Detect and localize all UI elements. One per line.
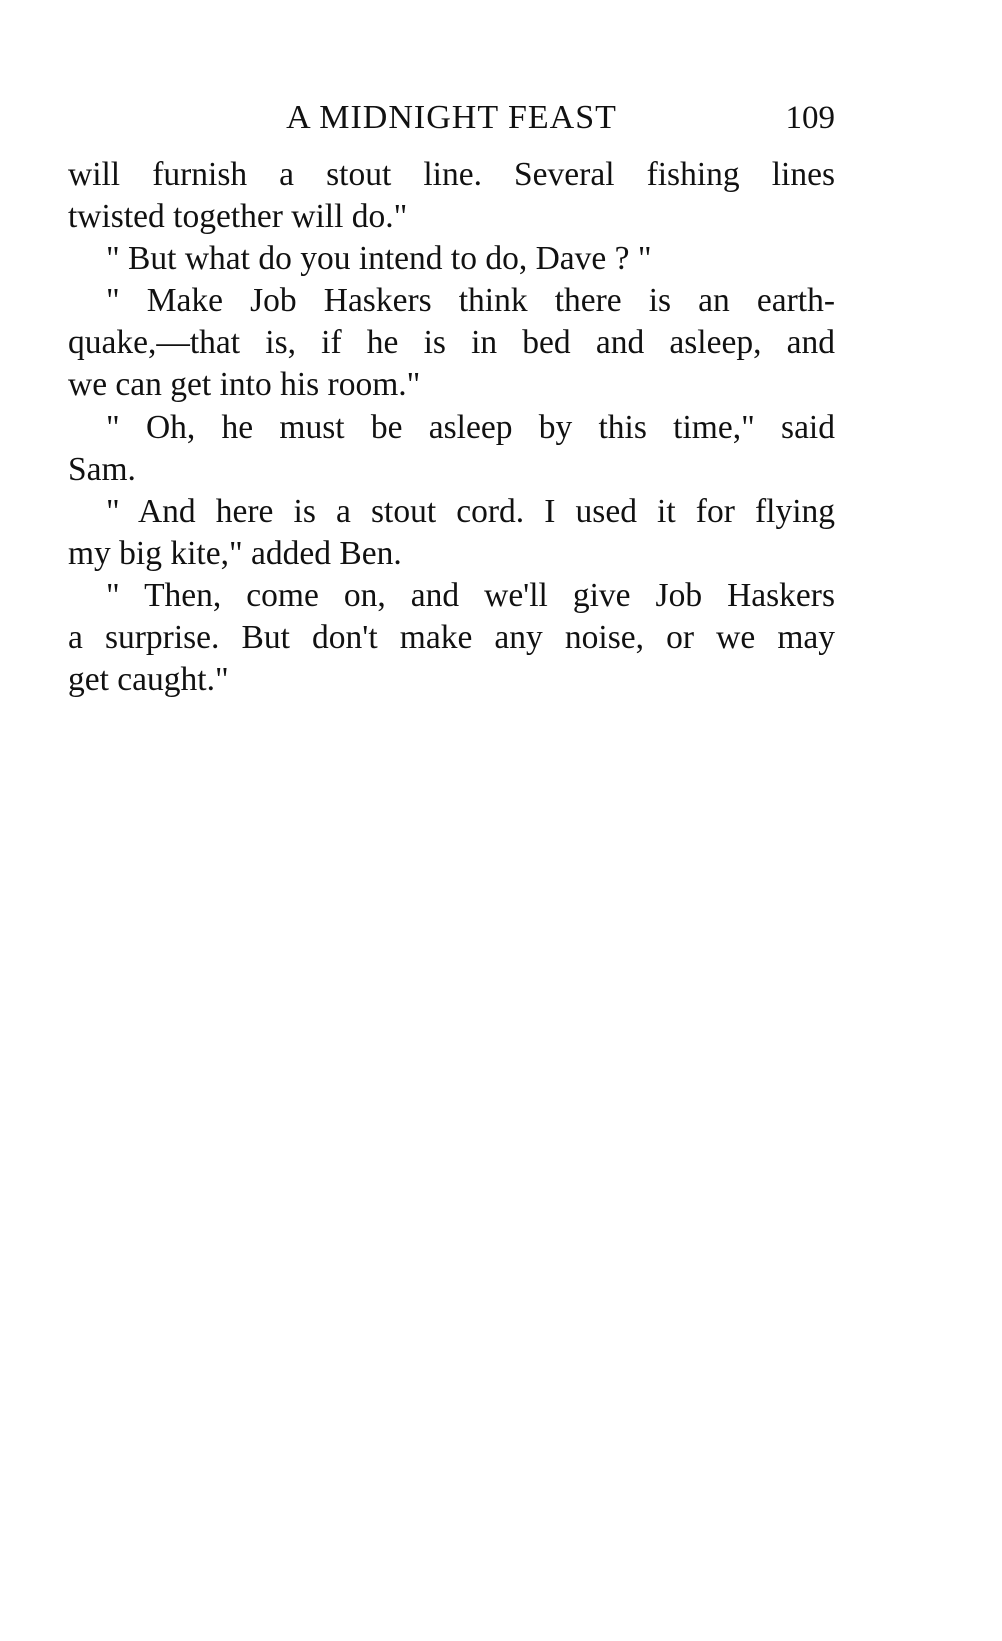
text-line: " Oh, he must be asleep by this time," said: [106, 408, 835, 446]
text-line: will furnish a stout line. Several fishing lines: [68, 156, 835, 193]
text-line: Sam.: [68, 450, 136, 488]
running-title: A MIDNIGHT FEAST: [286, 99, 617, 136]
text-line: a surprise. But don't make any noise, or we may: [68, 619, 835, 657]
text-line: get caught.": [68, 661, 229, 699]
text-line: " But what do you intend to do, Dave ? ": [106, 240, 652, 278]
text-line: " And here is a stout cord. I used it for flying: [106, 492, 835, 530]
running-head: [68, 92, 835, 144]
text-line: we can get into his room.": [68, 366, 421, 404]
text-line: " Then, come on, and we'll give Job Haskers: [106, 576, 835, 614]
text-line: quake,—that is, if he is in bed and asleep, and: [68, 324, 835, 362]
text-line: twisted together will do.": [68, 198, 408, 236]
text-line: " Make Job Haskers think there is an earth-: [106, 282, 835, 320]
page-number: 109: [785, 100, 835, 136]
text-line: my big kite," added Ben.: [68, 534, 402, 572]
body-text: [68, 154, 835, 701]
